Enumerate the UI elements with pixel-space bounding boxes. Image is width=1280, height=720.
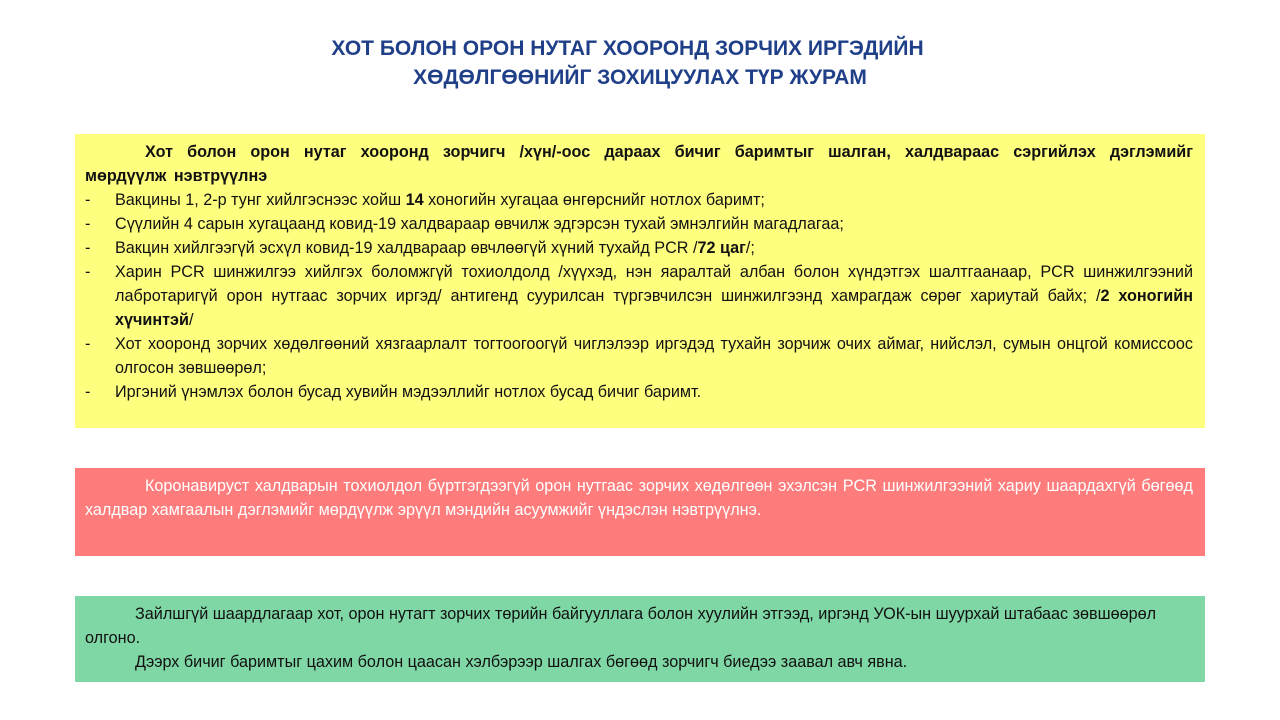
- list-item-text: Иргэний үнэмлэх болон бусад хувийн мэдээллийг нотлох бусад бичиг баримт.: [115, 383, 702, 401]
- list-item-text: Вакцины 1, 2-р тунг хийлгэснээс хойш: [115, 191, 406, 209]
- list-item-bold: 2 хоногийн хүчинтэй: [115, 287, 1193, 329]
- bullet-dash: -: [85, 191, 91, 209]
- list-item: [85, 188, 1193, 212]
- list-item-bold: 14: [405, 191, 424, 209]
- bullet-dash: -: [85, 215, 91, 233]
- list-item-text-end: /: [188, 311, 194, 329]
- list-item: [85, 332, 1193, 380]
- list-item-bold: 72 цаг: [697, 239, 746, 257]
- bullet-dash: -: [85, 335, 91, 353]
- permission-notice-paragraph-1: Зайлшгүй шаардлагаар хот, орон нутагт зорчих төрийн байгууллага болон хуулийн этгээд, иргэнд УОК-ын шуурхай штабаас зөвшөөрөл олгоно.: [85, 605, 1157, 647]
- bullet-dash: -: [85, 383, 91, 401]
- slide-title-line-2: ХӨДӨЛГӨӨНИЙГ ЗОХИЦУУЛАХ ТҮР ЖУРАМ: [413, 66, 867, 89]
- no-pcr-notice-text: Коронавируст халдварын тохиолдол бүртгэгдээгүй орон нутгаас зорчих хөдөлгөөн эхэлсэн PCR шинжилгээний хариу шаардахгүй бөгөөд халдвар хамгаалын дэглэмийг мөрдүүлж эрүүл мэндийн асуумжийг үндэслэн нэвтрүүлнэ.: [85, 477, 1193, 519]
- list-item-text: Хот хооронд зорчих хөдөлгөөний хязгаарлалт тогтоогоогүй чиглэлээр иргэдэд тухайн зорчиж очих аймаг, нийслэл, сумын онцгой комиссоос олгосон зөвшөөрөл;: [115, 335, 1193, 377]
- list-item-text: Сүүлийн 4 сарын хугацаанд ковид-19 халдвараар өвчилж эдгэрсэн тухай эмнэлгийн магадлагаа;: [115, 215, 844, 233]
- slide-title-line-1: ХОТ БОЛОН ОРОН НУТАГ ХООРОНД ЗОРЧИХ ИРГЭДИЙН: [331, 37, 924, 60]
- no-pcr-notice-box: [75, 468, 1205, 556]
- list-item-text: Вакцин хийлгээгүй эсхүл ковид-19 халдвараар өвчлөөгүй хүний тухайд PCR /: [115, 239, 698, 257]
- list-item: [85, 260, 1193, 332]
- permission-notice-paragraph-2: Дээрх бичиг баримтыг цахим болон цаасан хэлбэрээр шалгах бөгөөд зорчигч биедээ заавал авч явна.: [135, 653, 908, 671]
- list-item: [85, 212, 1193, 236]
- required-documents-box: [75, 134, 1205, 428]
- required-documents-intro: Хот болон орон нутаг хооронд зорчигч /хүн/-оос дараах бичиг баримтыг шалган, халдвараас сэргийлэх дэглэмийг мөрдүүлж нэвтрүүлнэ: [85, 143, 1193, 185]
- list-item: [85, 236, 1193, 260]
- list-item-text: Харин PCR шинжилгээ хийлгэх боломжгүй тохиолдолд /хүүхэд, нэн яаралтай албан болон хүндэтгэх шалтгаанаар, PCR шинжилгээний лабротаригүй орон нутгаас зорчих иргэд/ антигенд суурилсан түргэвчилсэн шинжилгээнд хамрагдаж сөрөг хариутай байх; /: [115, 263, 1193, 305]
- permission-notice-box: [75, 596, 1205, 682]
- list-item-text-end: хоногийн хугацаа өнгөрснийг нотлох баримт;: [423, 191, 765, 209]
- list-item: [85, 380, 1193, 404]
- list-item-text-end: /;: [745, 239, 755, 257]
- required-documents-list: [85, 188, 1193, 404]
- slide-title: [0, 34, 1280, 92]
- bullet-dash: -: [85, 239, 91, 257]
- bullet-dash: -: [85, 263, 91, 281]
